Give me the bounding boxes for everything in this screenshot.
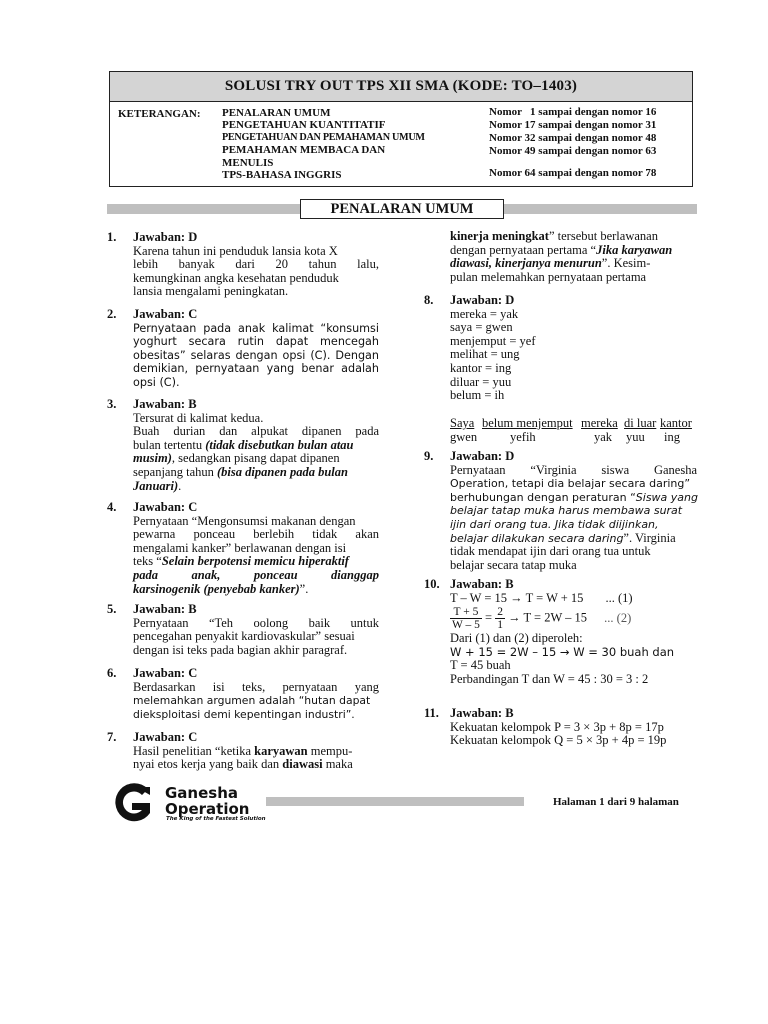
text-line: W + 15 = 2W – 15 → W = 30 buah dan bbox=[450, 644, 675, 659]
header-box bbox=[109, 71, 693, 187]
question-number: 11. bbox=[424, 706, 439, 720]
word: Saya bbox=[450, 415, 475, 430]
text-line: Pernyataan “Virginia siswa Ganesha bbox=[450, 462, 697, 477]
coded-word: yefih bbox=[510, 429, 536, 444]
numerator: 2 bbox=[497, 606, 503, 619]
question-7 bbox=[107, 730, 379, 772]
range-item: Nomor 17 sampai dengan nomor 31 bbox=[489, 119, 657, 131]
footer-divider bbox=[266, 797, 524, 806]
logo-line: Operation bbox=[165, 800, 250, 818]
subject-item: MENULIS bbox=[222, 156, 274, 169]
text-line: opsi (C). bbox=[133, 375, 180, 389]
emphasis-text: diawasi, kinerjanya menurun bbox=[450, 256, 602, 271]
question-number: 5. bbox=[107, 602, 117, 616]
question-number: 7. bbox=[107, 730, 117, 744]
text-span: Hasil penelitian “ketika bbox=[133, 743, 255, 758]
emphasis-text: diawasi bbox=[282, 757, 323, 772]
range-item: Nomor 64 sampai dengan nomor 78 bbox=[489, 167, 657, 179]
text-span: , sedangkan pisang dapat dipanen bbox=[171, 451, 340, 466]
range-item: Nomor 1 sampai dengan nomor 16 bbox=[489, 106, 657, 118]
range-list bbox=[489, 106, 656, 180]
answer-key: Jawaban: B bbox=[450, 577, 514, 591]
text-line bbox=[450, 244, 697, 258]
emphasis-text: (tidak disebutkan bulan atau bbox=[205, 437, 354, 452]
text-line: demikian, pernyataan yang benar adalah bbox=[133, 362, 379, 376]
text-line bbox=[133, 569, 379, 583]
sentence-words bbox=[450, 417, 697, 431]
answer-key: Jawaban: D bbox=[450, 293, 515, 307]
text-line: Kekuatan kelompok Q = 5 × 3p + 4p = 19p bbox=[450, 733, 667, 748]
subject-item: PENALARAN UMUM bbox=[222, 107, 331, 119]
code-line: diluar = yuu bbox=[450, 374, 512, 389]
text-span: ”. Virginia bbox=[623, 530, 676, 545]
text-line bbox=[133, 745, 379, 759]
question-number: 10. bbox=[424, 577, 440, 591]
text-line: Buah durian dan alpukat dipanen pada bbox=[133, 424, 379, 439]
text-line: pencegahan penyakit kardiovaskular” sesuai bbox=[133, 629, 355, 644]
text-line: Pernyataan pada anak kalimat “konsumsi bbox=[133, 321, 379, 335]
text-line: pewarna ponceau berlebih tidak akan bbox=[133, 527, 379, 542]
question-number: 2. bbox=[107, 307, 117, 321]
emphasis-text: Selain berpotensi memicu hiperaktif bbox=[161, 554, 349, 569]
answer-key: Jawaban: C bbox=[133, 666, 198, 680]
emphasis-text: karsinogenik (penyebab kanker) bbox=[133, 581, 300, 596]
text-span: bulan tertentu bbox=[133, 437, 206, 452]
question-10 bbox=[424, 577, 697, 687]
equation-text: T – W = 15 → T = W + 15 bbox=[450, 590, 584, 605]
logo-tagline: The King of the Fastest Solution bbox=[166, 816, 266, 822]
text-span: ” tersebut berlawanan bbox=[548, 229, 658, 243]
code-line: saya = gwen bbox=[450, 320, 513, 335]
code-line: belum = ih bbox=[450, 388, 505, 403]
question-3 bbox=[107, 397, 379, 493]
answer-key: Jawaban: D bbox=[450, 449, 515, 463]
question-5 bbox=[107, 602, 379, 657]
word: di luar bbox=[624, 415, 657, 430]
text-line bbox=[450, 257, 697, 271]
coded-word: yuu bbox=[626, 429, 645, 444]
answer-key: Jawaban: D bbox=[133, 230, 198, 244]
question-11 bbox=[424, 706, 697, 748]
question-4 bbox=[107, 500, 379, 596]
coded-words bbox=[450, 431, 697, 445]
range-item: Nomor 49 sampai dengan nomor 63 bbox=[489, 145, 657, 157]
equation-1 bbox=[450, 592, 697, 606]
emphasis-text: karyawan bbox=[254, 743, 308, 758]
denominator: W – 5 bbox=[452, 619, 480, 632]
ganesha-logo-icon bbox=[106, 781, 162, 825]
subject-item: PEMAHAMAN MEMBACA DAN bbox=[222, 144, 386, 157]
text-line: dieksploitasi demi kepentingan industri”. bbox=[133, 707, 355, 721]
answer-key: Jawaban: B bbox=[450, 706, 514, 720]
document-title: SOLUSI TRY OUT TPS XII SMA (KODE: TO–1403) bbox=[110, 72, 692, 102]
answer-key: Jawaban: C bbox=[133, 730, 198, 744]
text-line: mengalami kanker” berlawanan dengan isi bbox=[133, 540, 347, 555]
question-6 bbox=[107, 666, 379, 721]
text-line: tidak mendapat ijin dari orang tua untuk bbox=[450, 544, 651, 559]
text-span: . bbox=[178, 478, 182, 493]
equation-2: $\frac{T + 5}{W - 5}$ = $\frac{2}{1}$ → T = 2W – 15 ... (2) bbox=[452, 606, 632, 632]
text-line: yoghurt secara rutin dapat mencegah bbox=[133, 335, 379, 349]
range-item: Nomor 32 sampai dengan nomor 48 bbox=[489, 132, 657, 144]
text-span: sepanjang tahun bbox=[133, 464, 218, 479]
code-line: menjemput = yef bbox=[450, 333, 536, 348]
text-line bbox=[133, 758, 379, 772]
code-line: kantor = ing bbox=[450, 360, 512, 375]
emphasis-text: Januari) bbox=[133, 478, 179, 493]
emphasis-text: Jika karyawan bbox=[596, 242, 673, 257]
question-number: 1. bbox=[107, 230, 117, 244]
emphasis-text: belajar tatap muka harus membawa surat bbox=[450, 504, 683, 518]
question-1 bbox=[107, 230, 379, 299]
section-title: PENALARAN UMUM bbox=[300, 199, 504, 219]
text-line: Karena tahun ini penduduk lansia kota X bbox=[133, 243, 338, 258]
question-9 bbox=[424, 449, 698, 572]
fraction bbox=[450, 606, 482, 631]
text-line bbox=[450, 518, 697, 532]
text-line bbox=[133, 480, 379, 494]
coded-word: ing bbox=[664, 429, 680, 444]
text-line: dengan isi teks pada bagian akhir paragraf. bbox=[133, 642, 348, 657]
text-line: pulan melemahkan pernyataan pertama bbox=[450, 269, 647, 284]
text-span: dengan pernyataan pertama “ bbox=[450, 242, 597, 257]
text-span: teks “ bbox=[133, 554, 162, 569]
question-8 bbox=[424, 293, 697, 445]
text-span: mempu- bbox=[307, 743, 353, 758]
text-line bbox=[133, 555, 379, 569]
text-line: kemungkinan angka kesehatan penduduk bbox=[133, 270, 339, 285]
text-line: Kekuatan kelompok P = 3 × 3p + 8p = 17p bbox=[450, 719, 664, 734]
code-line: melihat = ung bbox=[450, 347, 520, 362]
answer-key: Jawaban: B bbox=[133, 397, 197, 411]
text-line: lansia mengalami peningkatan. bbox=[133, 284, 289, 299]
coded-word: yak bbox=[594, 429, 613, 444]
text-line: Perbandingan T dan W = 45 : 30 = 3 : 2 bbox=[450, 671, 649, 686]
coded-word: gwen bbox=[450, 429, 478, 444]
subject-item: PENGETAHUAN DAN PEMAHAMAN UMUM bbox=[222, 131, 425, 143]
text-line: Berdasarkan isi teks, pernyataan yang bbox=[133, 679, 379, 694]
text-line bbox=[133, 439, 379, 453]
word: mereka bbox=[581, 415, 618, 430]
emphasis-text: pada anak, ponceau dianggap bbox=[133, 567, 379, 582]
equation-text: → T = 2W – 15 bbox=[508, 610, 588, 625]
text-line: Tersurat di kalimat kedua. bbox=[133, 410, 264, 425]
denominator: 1 bbox=[497, 619, 503, 632]
text-line bbox=[133, 466, 379, 480]
text-line: Operation, tetapi dia belajar secara daring” bbox=[450, 477, 691, 491]
logo-wordmark bbox=[165, 785, 249, 817]
equation-number: ... (2) bbox=[604, 610, 632, 625]
question-number: 9. bbox=[424, 449, 434, 463]
text-line bbox=[450, 532, 697, 546]
text-span: maka bbox=[322, 757, 353, 772]
text-line: T = 45 buah bbox=[450, 658, 511, 673]
emphasis-text: Siswa yang bbox=[635, 490, 698, 504]
emphasis-text: (bisa dipanen pada bulan bbox=[217, 464, 348, 479]
text-line: Pernyataan “Mengonsumsi makanan dengan bbox=[133, 513, 356, 528]
text-line: belajar secara tatap muka bbox=[450, 557, 577, 572]
text-line: Dari (1) dan (2) diperoleh: bbox=[450, 631, 583, 646]
text-line: lebih banyak dari 20 tahun lalu, bbox=[133, 257, 379, 272]
question-number: 4. bbox=[107, 500, 117, 514]
question-number: 3. bbox=[107, 397, 117, 411]
emphasis-text: kinerja meningkat bbox=[450, 229, 549, 243]
question-7-continued bbox=[450, 230, 697, 284]
logo-line: Ganesha bbox=[165, 784, 239, 802]
fraction bbox=[495, 606, 505, 631]
text-span: ”. Kesim- bbox=[601, 256, 651, 271]
text-line bbox=[450, 230, 697, 244]
answer-key: Jawaban: B bbox=[133, 602, 197, 616]
text-line: Pernyataan “Teh oolong baik untuk bbox=[133, 615, 379, 630]
subject-item: PENGETAHUAN KUANTITATIF bbox=[222, 119, 386, 132]
answer-key: Jawaban: C bbox=[133, 307, 198, 321]
text-span: berhubungan dengan peraturan “ bbox=[450, 490, 636, 504]
text-line bbox=[133, 452, 379, 466]
question-2 bbox=[107, 307, 379, 390]
emphasis-text: belajar dilakukan secara daring bbox=[450, 531, 624, 545]
word: kantor bbox=[660, 415, 692, 430]
question-number: 8. bbox=[424, 293, 434, 307]
text-line: obesitas” selaras dengan opsi (C). Dengan bbox=[133, 348, 379, 362]
word: belum menjemput bbox=[482, 415, 573, 430]
emphasis-text: ijin dari orang tua. Jika tidak diijinkan, bbox=[450, 517, 659, 531]
numerator: T + 5 bbox=[450, 606, 482, 619]
text-span: nyai etos kerja yang baik dan bbox=[133, 757, 283, 772]
subject-list bbox=[222, 107, 425, 181]
subject-item: TPS-BAHASA INGGRIS bbox=[222, 169, 342, 182]
code-line: mereka = yak bbox=[450, 306, 519, 321]
range-item bbox=[489, 158, 656, 167]
question-number: 6. bbox=[107, 666, 117, 680]
equation-number: ... (1) bbox=[605, 590, 633, 605]
emphasis-text: musim) bbox=[133, 451, 172, 466]
page-number: Halaman 1 dari 9 halaman bbox=[553, 796, 679, 808]
text-line bbox=[450, 491, 697, 505]
text-span: ”. bbox=[299, 581, 309, 596]
text-line: melemahkan argumen adalah “hutan dapat bbox=[133, 694, 371, 708]
answer-key: Jawaban: C bbox=[133, 500, 198, 514]
text-line bbox=[133, 583, 379, 597]
text-line bbox=[450, 504, 697, 518]
keterangan-label: KETERANGAN: bbox=[118, 108, 201, 120]
